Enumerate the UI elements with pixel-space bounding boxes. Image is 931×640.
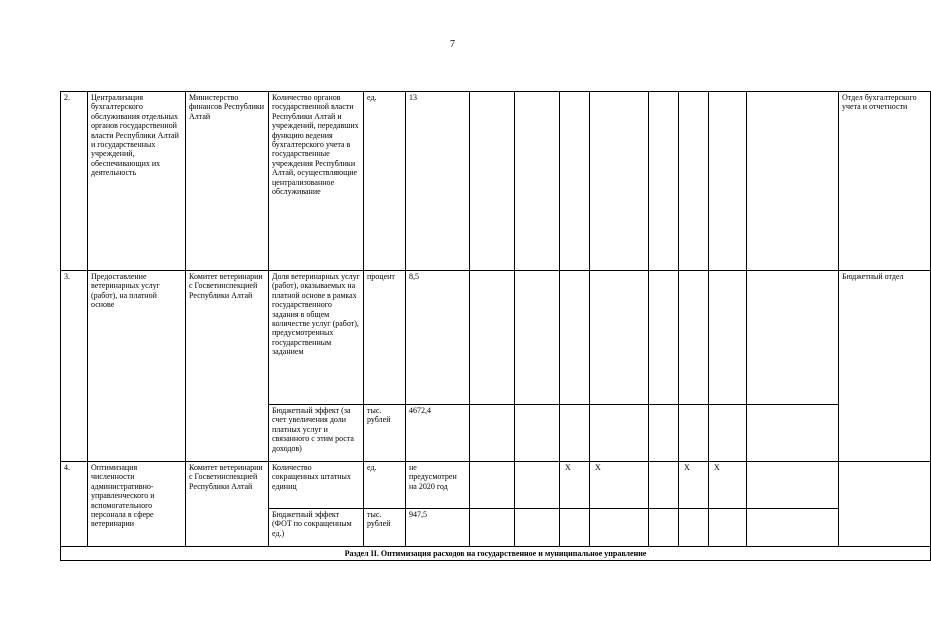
mark-cell: X [679,462,709,509]
mark-cell [649,509,679,547]
indicator-name: Бюджетный эффект (за счет увеличения доли платных услуг и связанного с этим роста доходов) [269,405,364,462]
responsible-unit [839,462,931,547]
indicator-name: Количество сокращенных штатных единиц [269,462,364,509]
indicator-name: Доля ветеринарных услуг (работ), оказываемых на платной основе в рамках государственного задания в общем количестве услуг (работ), предусмотренных государственным заданием [269,271,364,405]
mark-cell [679,271,709,405]
section-row [61,547,931,561]
table-row [61,92,931,271]
responsible-unit: Отдел бухгалтерского учета и отчетности [839,92,931,271]
mark-cell [590,509,649,547]
measure-name: Оптимизация численности административно-управленческого и вспомогательного персонала в сфере ветеринарии [88,462,186,547]
mark-cell [747,509,839,547]
mark-cell [709,92,747,271]
mark-cell [470,271,515,405]
executor: Министерство финансов Республики Алтай [186,92,269,271]
target-value: 8,5 [406,271,470,405]
mark-cell [709,271,747,405]
mark-cell [747,462,839,509]
executor: Комитет ветеринарии с Госветинспекцией Республики Алтай [186,462,269,547]
mark-cell [515,405,560,462]
mark-cell [709,405,747,462]
indicator-name: Бюджетный эффект (ФОТ по сокращенным ед.) [269,509,364,547]
mark-cell [560,405,590,462]
table-row [61,271,931,405]
mark-cell: X [590,462,649,509]
mark-cell [470,462,515,509]
mark-cell [590,405,649,462]
mark-cell [590,271,649,405]
unit: тыс. рублей [364,405,406,462]
mark-cell: X [560,462,590,509]
mark-cell [649,92,679,271]
mark-cell [679,92,709,271]
mark-cell [747,271,839,405]
mark-cell [649,462,679,509]
responsible-unit: Бюджетный отдел [839,271,931,462]
mark-cell [515,92,560,271]
mark-cell [709,509,747,547]
measure-name: Предоставление ветеринарных услуг (работ), на платной основе [88,271,186,462]
mark-cell: X [709,462,747,509]
target-value: 4672,4 [406,405,470,462]
mark-cell [515,509,560,547]
table-row [61,462,931,509]
measures-table [60,91,931,561]
mark-cell [470,405,515,462]
mark-cell [515,271,560,405]
target-value: 947,5 [406,509,470,547]
page-number: 7 [450,39,455,50]
target-value: не предусмотрен на 2020 год [406,462,470,509]
mark-cell [649,405,679,462]
mark-cell [590,92,649,271]
mark-cell [747,405,839,462]
unit: ед. [364,92,406,271]
indicator-name: Количество органов государственной власти Республики Алтай и учреждений, передавших функцию ведения бухгалтерского учета в государственные учреждения Республики Алтай, осуществляющие централизованное обслуживание [269,92,364,271]
mark-cell [679,405,709,462]
mark-cell [747,92,839,271]
mark-cell [560,271,590,405]
measure-name: Централизация бухгалтерского обслуживания отдельных органов государственной власти Республики Алтай и государственных учреждений, обеспечивающих их деятельность [88,92,186,271]
section-title: Раздел II. Оптимизация расходов на государственное и муниципальное управление [61,547,931,561]
mark-cell [649,271,679,405]
unit: ед. [364,462,406,509]
row-number: 4. [61,462,88,547]
mark-cell [515,462,560,509]
mark-cell [470,509,515,547]
target-value: 13 [406,92,470,271]
unit: тыс. рублей [364,509,406,547]
unit: процент [364,271,406,405]
executor: Комитет ветеринарии с Госветинспекцией Республики Алтай [186,271,269,462]
mark-cell [470,92,515,271]
mark-cell [560,92,590,271]
mark-cell [560,509,590,547]
mark-cell [679,509,709,547]
row-number: 3. [61,271,88,462]
row-number: 2. [61,92,88,271]
